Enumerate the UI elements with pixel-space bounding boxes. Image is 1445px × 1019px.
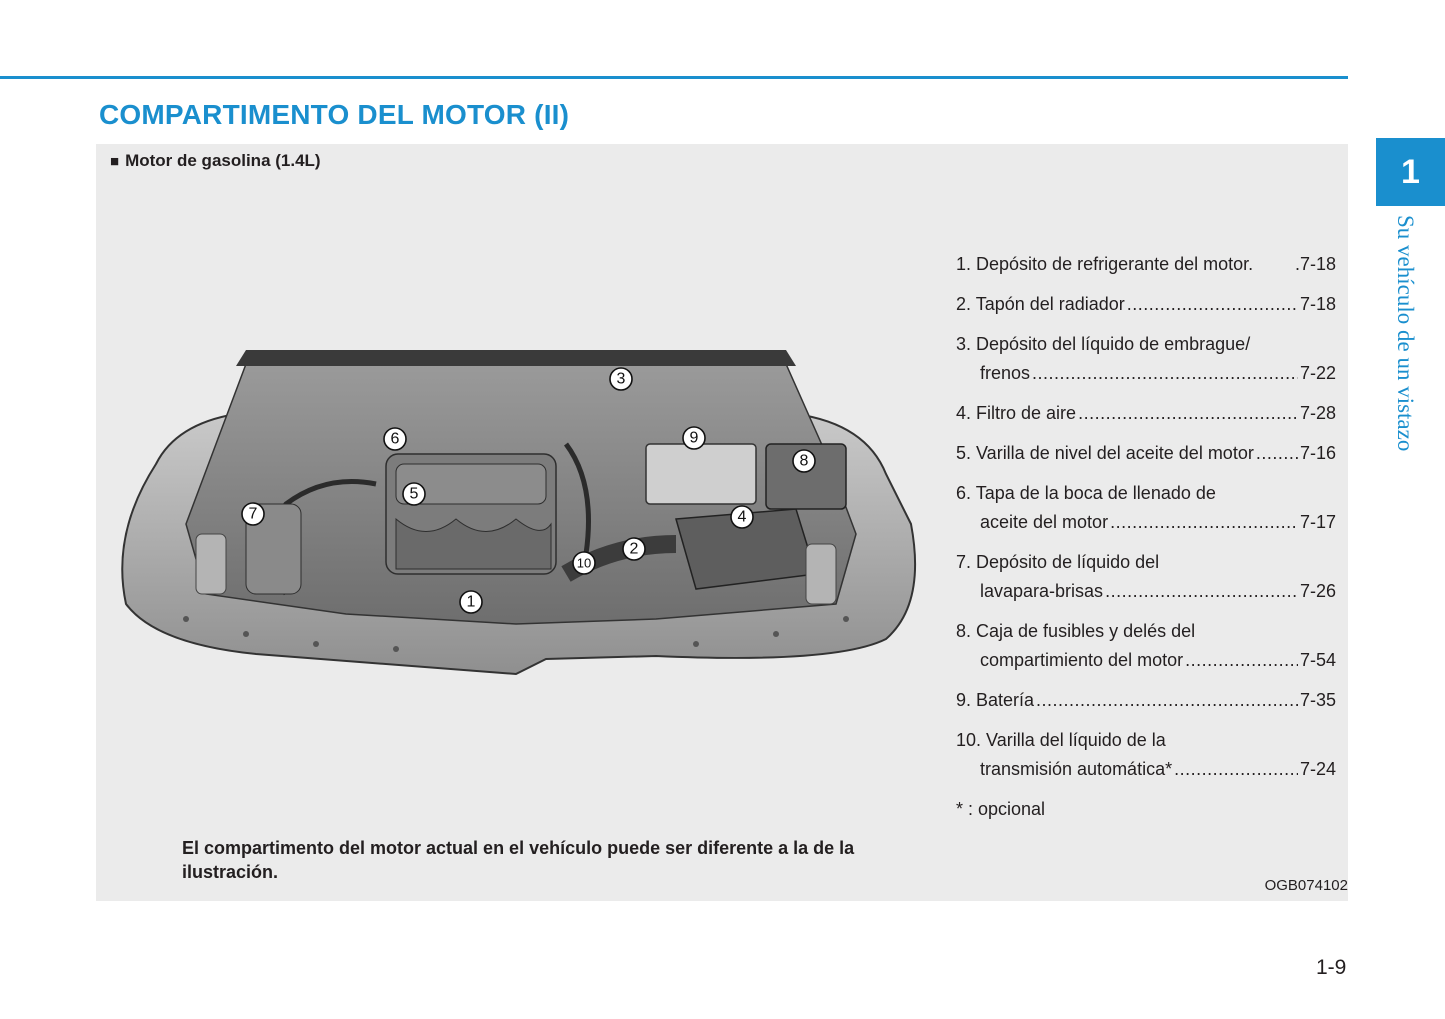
square-bullet-icon: ■ xyxy=(110,153,120,170)
callout-7-label: 7 xyxy=(248,505,258,523)
chapter-label: Su vehículo de un vistazo xyxy=(1393,215,1418,452)
figure-panel xyxy=(96,144,1348,901)
legend-page-ref: 7-54 xyxy=(1299,650,1336,670)
panel-heading-text: Motor de gasolina (1.4L) xyxy=(125,151,321,170)
legend-item xyxy=(956,726,1336,784)
legend-text: frenos xyxy=(980,363,1031,383)
legend-line xyxy=(956,359,1336,388)
callout-5-label: 5 xyxy=(409,485,419,503)
leader-dots xyxy=(1078,399,1298,428)
leader-dots xyxy=(1032,359,1298,388)
callout-2-label: 2 xyxy=(629,540,639,558)
image-code: OGB074102 xyxy=(1264,877,1348,894)
legend-line xyxy=(956,646,1336,675)
legend-line xyxy=(956,290,1336,319)
callout-1-label: 1 xyxy=(466,593,476,611)
leader-dots xyxy=(1174,755,1298,784)
legend-page-ref: 7-18 xyxy=(1299,294,1336,314)
callout-3-label: 3 xyxy=(616,370,626,388)
legend-line xyxy=(956,686,1336,715)
legend-item xyxy=(956,686,1336,715)
legend-item xyxy=(956,399,1336,428)
disclaimer-note: El compartimento del motor actual en el vehículo puede ser diferente a la de la ilustración. xyxy=(182,838,855,882)
callout-3 xyxy=(610,368,632,390)
callout-2 xyxy=(623,538,645,560)
legend-page-ref: 7-35 xyxy=(1299,690,1336,710)
legend-item xyxy=(956,439,1336,468)
legend-text: compartimiento del motor xyxy=(980,650,1184,670)
legend-line xyxy=(956,439,1336,468)
legend-line xyxy=(956,399,1336,428)
callout-9-label: 9 xyxy=(689,429,699,447)
legend-page-ref: 7-28 xyxy=(1299,403,1336,423)
legend-text: 7. Depósito de líquido del xyxy=(956,552,1160,572)
legend-line xyxy=(956,577,1336,606)
legend-text: 10. Varilla del líquido de la xyxy=(956,730,1166,750)
legend-line xyxy=(956,617,1336,646)
callout-1 xyxy=(460,591,482,613)
legend-text: 5. Varilla de nivel del aceite del motor xyxy=(956,443,1254,463)
legend-item xyxy=(956,250,1336,279)
legend-text: 2. Tapón del radiador xyxy=(956,294,1125,314)
legend-page-ref: .7-18 xyxy=(1294,254,1336,274)
legend-page-ref: 7-17 xyxy=(1299,512,1336,532)
legend-page-ref: 7-22 xyxy=(1299,363,1336,383)
engine-bay-illustration xyxy=(96,304,936,704)
legend-item xyxy=(956,548,1336,606)
legend-page-ref: 7-24 xyxy=(1299,759,1336,779)
legend-item xyxy=(956,330,1336,388)
leader-dots xyxy=(1110,508,1298,537)
leader-dots xyxy=(1105,577,1298,606)
legend-text: 4. Filtro de aire xyxy=(956,403,1077,423)
leader-dots xyxy=(1036,686,1298,715)
legend-line xyxy=(956,508,1336,537)
legend-line xyxy=(956,726,1336,755)
header-rule xyxy=(0,76,1348,79)
legend-line xyxy=(956,250,1336,279)
legend-page-ref: 7-26 xyxy=(1299,581,1336,601)
component-legend xyxy=(956,250,1336,824)
legend-line xyxy=(956,479,1336,508)
legend-line xyxy=(956,548,1336,577)
legend-item xyxy=(956,290,1336,319)
callout-4 xyxy=(731,506,753,528)
legend-text: 3. Depósito del líquido de embrague/ xyxy=(956,334,1251,354)
legend-line xyxy=(956,330,1336,359)
callout-7 xyxy=(242,503,264,525)
legend-page-ref: 7-16 xyxy=(1299,443,1336,463)
legend-footnote: * : opcional xyxy=(956,799,1046,819)
chapter-tab[interactable]: 1 xyxy=(1376,138,1445,206)
legend-item xyxy=(956,479,1336,537)
legend-item xyxy=(956,617,1336,675)
callout-6 xyxy=(384,428,406,450)
legend-text: transmisión automática* xyxy=(980,759,1173,779)
legend-text: 1. Depósito de refrigerante del motor. xyxy=(956,254,1254,274)
callout-6-label: 6 xyxy=(390,430,400,448)
legend-text: 8. Caja de fusibles y delés del xyxy=(956,621,1196,641)
callout-4-label: 4 xyxy=(737,508,747,526)
callout-10 xyxy=(573,552,595,574)
callout-5 xyxy=(403,483,425,505)
leader-dots xyxy=(1127,290,1298,319)
legend-text: aceite del motor xyxy=(980,512,1109,532)
legend-text: 9. Batería xyxy=(956,690,1035,710)
leader-dots xyxy=(1185,646,1298,675)
page-number: 1-9 xyxy=(1316,956,1347,979)
callout-8-label: 8 xyxy=(799,452,809,470)
legend-line xyxy=(956,755,1336,784)
callout-8 xyxy=(793,450,815,472)
legend-text: 6. Tapa de la boca de llenado de xyxy=(956,483,1216,503)
legend-text: lavapara-brisas xyxy=(980,581,1104,601)
callout-10-label: 10 xyxy=(576,555,592,571)
leader-dots xyxy=(1256,439,1298,468)
callout-9 xyxy=(683,427,705,449)
panel-heading xyxy=(110,151,321,171)
page-title: COMPARTIMENTO DEL MOTOR (II) xyxy=(99,99,570,130)
